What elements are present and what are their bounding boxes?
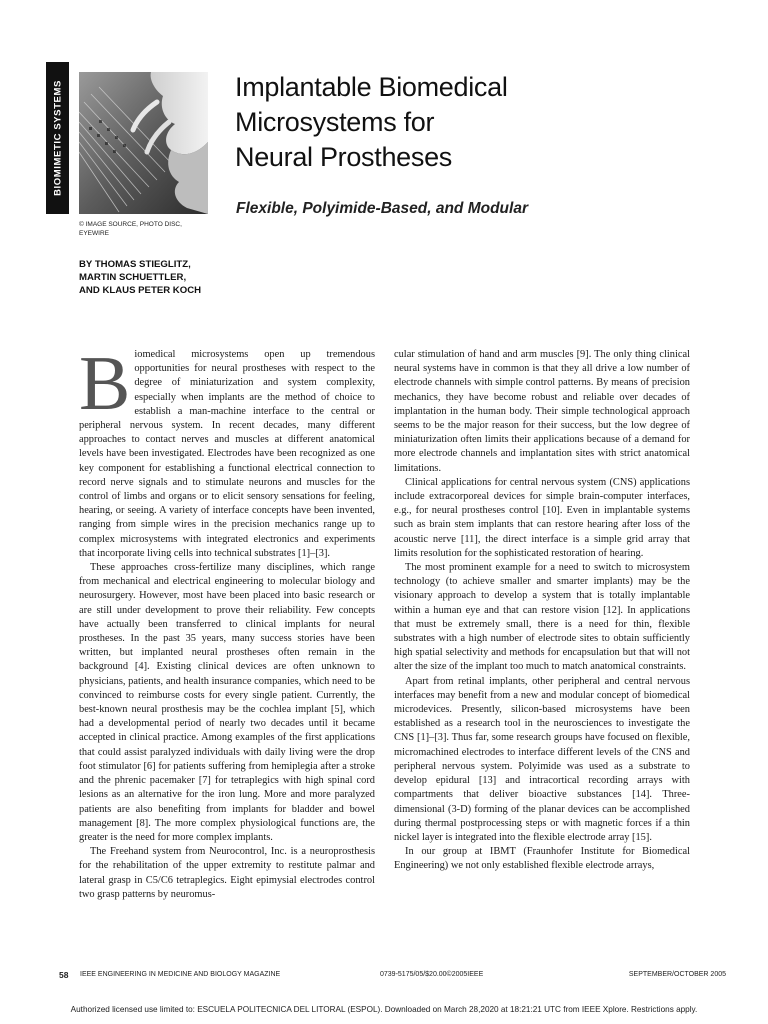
image-credit-line: © IMAGE SOURCE, PHOTO DISC,	[79, 221, 182, 228]
body-paragraph: Apart from retinal implants, other peripheral and central nervous interfaces may benefit from a new and modular concept of biomedical microdevices. Presently, silicon-based microsystems have been established as a research tool in the neurosciences to investigate the CNS [1]–[3]. Thus far, some research groups have focused on flexible, micromachined electrodes to interface different levels of the CNS and peripheral nervous system. Polyimide was used as a substrate to develop epidural [13] and intracortical recording arrays with compartments that deliver bioactive substances [14]. Three-dimensional (3-D) forming of the planar devices can be accomplished during thermal postprocessing steps or with magnetic forces if a thin nickel layer is integrated into the flexible electrode array [15].	[394, 675, 690, 843]
page-footer	[46, 970, 726, 982]
author-line: AND KLAUS PETER KOCH	[79, 285, 202, 296]
page-number: 58	[59, 970, 69, 980]
drop-cap: B	[79, 340, 131, 426]
author-byline	[79, 258, 201, 297]
body-column-left	[79, 340, 375, 902]
body-paragraph: The Freehand system from Neurocontrol, Inc. is a neuroprosthesis for the rehabilitation of the upper extremity to restitute palmar and lateral grasp in C5/C6 tetraplegics. Eight epimysial electrodes control two grasp patterns by neuromus-	[79, 846, 375, 900]
section-tab	[46, 62, 69, 214]
author-line: BY THOMAS STIEGLITZ,	[79, 259, 191, 270]
body-paragraph: The most prominent example for a need to switch to microsystem technology (to achieve smaller and smarter implants) may be the visionary approach to develop a system that is totally implantable within a human eye and that can restore vision [12]. In applications that must be extremely small, there is a need for thin, flexible substrates with a high number of electrode sites to obtain sufficiently high spatial selectivity and methods for encapsulation but that will not alter the size of the implant too much to match anatomical constraints.	[394, 562, 690, 673]
title-line: Microsystems for	[235, 107, 435, 137]
body-paragraph	[79, 340, 375, 561]
title-line: Neural Prostheses	[235, 142, 453, 172]
title-line: Implantable Biomedical	[235, 72, 508, 102]
image-credit-line: EYEWIRE	[79, 230, 109, 237]
section-tab-label: BIOMIMETIC SYSTEMS	[52, 80, 63, 196]
paragraph-text: iomedical microsystems open up tremendous opportunities for neural prostheses with respect to the degree of miniaturization and system complexity, especially when implants are the method of choice to establish a man-machine interface to the central or peripheral nervous system. In recent decades, many different approaches to contact nerves and muscles at different anatomical levels have been investigated. Electrodes have been recognized as one key component for establishing a functional electrical connection to record nerve signals and to stimulate neurons and muscles for the control of limbs and organs or to elicit sensory sensations for feeling, hearing, or seeing. A variety of interface concepts have been invented, ranging from simple wires in the precision mechanics range up to complex microsystems with integrated electronics and experiments that incorporate living cells into technical substrates [1]–[3].	[79, 349, 375, 559]
author-line: MARTIN SCHUETTLER,	[79, 272, 187, 283]
issn-code: 0739-5175/05/$20.00©2005IEEE	[380, 971, 484, 978]
body-paragraph: In our group at IBMT (Fraunhofer Institute for Biomedical Engineering) we not only established flexible electrode arrays,	[394, 846, 690, 872]
body-paragraph: These approaches cross-fertilize many disciplines, which range from mechanical and electrical engineering to molecular biology and neurosurgery. However, most have been placed into basic research or are still under development to prove their reliability. Few concepts have actually been transferred to clinical implants for neural prostheses. In the past 35 years, many success stories have been written, but implanted neural prostheses often remain in the background [4]. Existing clinical devices are often unknown to physicians, patients, and health insurance companies, which need to be convinced to reimburse costs for every single patient. Currently, the best-known neural prosthesis may be the cochlea implant [5], which had a developmental period of nearly two decades until it became accepted in clinical practice. Among examples of the first applications that could assist paralyzed individuals with daily living were the drop foot stimulator [6] for patients suffering from hemiplegia after a stroke and the phrenic pacemaker [7] for tetraplegics with high spinal cord lesions as an alternative for the iron lung. More and more paralyzed patients are also benefiting from implants for bladder and bowel management [8]. The more complex physiological functions are, the greater is the need for more complex implants.	[79, 562, 375, 843]
article-subtitle: Flexible, Polyimide-Based, and Modular	[236, 200, 528, 217]
issue-date: SEPTEMBER/OCTOBER 2005	[628, 971, 726, 978]
article-title	[235, 70, 508, 175]
hero-image	[79, 72, 208, 214]
body-column-right	[394, 348, 690, 874]
magazine-name: IEEE ENGINEERING IN MEDICINE AND BIOLOGY MAGAZINE	[80, 971, 281, 978]
body-paragraph: cular stimulation of hand and arm muscles [9]. The only thing clinical neural systems have in common is that they all drive a low number of electrode channels with simple control patterns. By means of precision mechanics, they have become robust and reliable over decades of implantation in the human body. Their simple technological approach seems to be the major reason for their success, but the low degree of miniaturization often limits their applications because of a demand for more electrode channels and implantation sites with strict anatomical limitations.	[394, 349, 690, 474]
image-credit	[79, 220, 182, 238]
body-paragraph: Clinical applications for central nervous system (CNS) applications include extracorporeal devices for simple brain-computer interfaces, e.g., for neural prostheses control [10]. Even in implantable systems such as brain stem implants that can restore hearing after loss of the acoustic nerve [11], the direct interface is a simple grid array that limits resolution for the sophisticated restoration of hearing.	[394, 476, 690, 559]
license-notice: Authorized licensed use limited to: ESCUELA POLITECNICA DEL LITORAL (ESPOL). Downloaded on March 28,2020 at 18:21:21 UTC from IEEE Xplore. Restrictions apply.	[70, 1005, 698, 1014]
